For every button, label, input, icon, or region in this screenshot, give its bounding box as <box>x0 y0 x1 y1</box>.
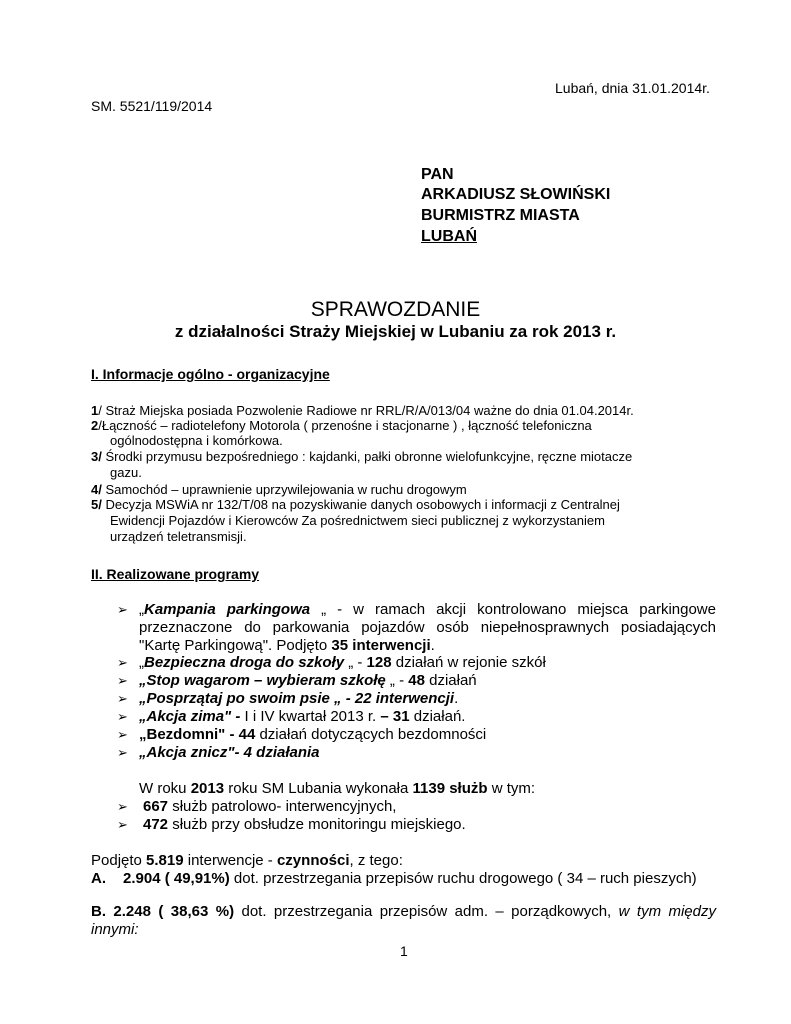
program-text: działań dotyczących bezdomności <box>255 726 487 743</box>
program-text-continuation: przeznaczone do parkowania pojazdów osób niepełnosprawnych posiadających <box>139 619 716 636</box>
summary-text: interwencje - <box>183 852 277 869</box>
list-item <box>139 654 546 672</box>
category-text: dot. przestrzegania przepisów adm. – porządkowych, <box>234 903 619 920</box>
program-count: 48 <box>408 672 425 689</box>
summary-text: w tym: <box>487 780 536 797</box>
item-text-continuation: Ewidencji Pojazdów i Kierowców Za pośrednictwem sieci publicznej z wykorzystaniem <box>110 513 605 528</box>
quote-mark: „ <box>139 654 144 671</box>
list-item <box>139 726 486 744</box>
document-date: Lubań, dnia 31.01.2014r. <box>555 80 710 96</box>
program-text: I i IV kwartał 2013 r. <box>244 708 381 725</box>
item-text-continuation: gazu. <box>110 465 142 480</box>
program-name: „Stop wagarom – wybieram szkołę <box>139 672 386 689</box>
category-text-italic: w tym między <box>618 903 716 920</box>
list-item <box>143 798 396 816</box>
services-summary <box>139 780 535 798</box>
program-count: 128 <box>366 654 392 671</box>
program-text: „ - <box>385 672 409 689</box>
item-text: / Straż Miejska posiada Pozwolenie Radiowe nr RRL/R/A/013/04 ważne do dnia 01.04.2014r. <box>98 403 634 418</box>
arrowhead-bullet-icon: ➢ <box>117 673 128 688</box>
service-text: służb patrolowo- interwencyjnych, <box>168 798 397 815</box>
addressee-line: PAN <box>421 166 454 183</box>
quote-mark: „ <box>139 601 144 618</box>
summary-bold-text: czynności <box>276 852 350 869</box>
service-count: 667 <box>143 798 169 815</box>
item-text: /Łączność – radiotelefony Motorola ( przenośne i stacjonarne ) , łączność telefoniczna <box>98 418 592 433</box>
list-item <box>91 403 634 418</box>
program-text: . <box>454 690 459 707</box>
program-count: 35 interwencji <box>331 637 431 654</box>
item-number: 3/ <box>91 449 102 464</box>
page-number: 1 <box>400 943 408 959</box>
program-text: działań w rejonie szkół <box>391 654 546 671</box>
arrowhead-bullet-icon: ➢ <box>117 799 128 814</box>
list-item <box>139 690 458 708</box>
intervention-category-a <box>91 870 697 888</box>
arrowhead-bullet-icon: ➢ <box>117 655 128 670</box>
addressee-city: LUBAŃ <box>421 228 477 245</box>
program-text: działań <box>424 672 477 689</box>
arrowhead-bullet-icon: ➢ <box>117 745 128 760</box>
summary-text: W roku <box>139 780 191 797</box>
program-name: Bezpieczna droga do szkoły <box>144 654 345 671</box>
program-text: „ - <box>344 654 367 671</box>
item-text: Środki przymusu bezpośredniego : kajdanki, pałki obronne wielofunkcyjne, ręczne miotacze <box>101 449 633 464</box>
summary-year: 2013 <box>190 780 225 797</box>
program-text: "Kartę Parkingową". Podjęto <box>139 637 332 654</box>
item-number: 4/ <box>91 482 102 497</box>
item-number: 5/ <box>91 497 102 512</box>
arrowhead-bullet-icon: ➢ <box>117 727 128 742</box>
arrowhead-bullet-icon: ➢ <box>117 817 128 832</box>
item-text-continuation: ogólnodostępna i komórkowa. <box>110 433 283 448</box>
program-text: „ - w ramach akcji kontrolowano miejsca parkingowe <box>310 601 716 618</box>
service-count: 472 <box>143 816 169 833</box>
arrowhead-bullet-icon: ➢ <box>117 709 128 724</box>
summary-text: , z tego: <box>349 852 403 869</box>
program-name: „Bezdomni" - 44 <box>139 726 256 743</box>
intervention-category-b <box>91 903 716 921</box>
item-text-continuation: urządzeń teletransmisji. <box>110 529 247 544</box>
summary-count: 1139 służb <box>412 780 488 797</box>
item-number: 1 <box>91 403 99 418</box>
list-item <box>91 482 467 497</box>
program-name: „Akcja zima" - <box>139 708 245 725</box>
arrowhead-bullet-icon: ➢ <box>117 691 128 706</box>
program-name: „Posprzątaj po swoim psie „ - 22 interwencji <box>139 690 455 707</box>
interventions-summary <box>91 852 403 870</box>
program-count: – 31 <box>380 708 410 725</box>
program-name: Kampania parkingowa <box>144 601 311 618</box>
summary-text: roku SM Lubania wykonała <box>224 780 413 797</box>
arrowhead-bullet-icon: ➢ <box>117 602 128 617</box>
category-text: dot. przestrzegania przepisów ruchu drogowego ( 34 – ruch pieszych) <box>229 870 697 887</box>
program-name: „Akcja znicz"- 4 działania <box>139 744 320 761</box>
category-text-continuation: innymi: <box>91 921 139 938</box>
service-text: służb przy obsłudze monitoringu miejskiego. <box>168 816 466 833</box>
item-text: Decyzja MSWiA nr 132/T/08 na pozyskiwanie danych osobowych i informacji z Centralnej <box>101 497 620 512</box>
reference-number: SM. 5521/119/2014 <box>91 98 213 114</box>
addressee-name: ARKADIUSZ SŁOWIŃSKI <box>421 186 611 203</box>
program-text: . <box>430 637 435 654</box>
interventions-count: 5.819 <box>146 852 184 869</box>
list-item <box>91 418 592 433</box>
program-text-continuation <box>139 637 435 655</box>
list-item <box>91 497 620 512</box>
section-heading: II. Realizowane programy <box>91 566 260 582</box>
category-label: A. <box>91 870 106 887</box>
list-item <box>143 816 466 834</box>
summary-text: Podjęto <box>91 852 147 869</box>
document-subtitle: z działalności Straży Miejskiej w Lubaniu za rok 2013 r. <box>174 322 617 341</box>
category-count: B. 2.248 ( 38,63 %) <box>91 903 235 920</box>
program-text: działań. <box>409 708 466 725</box>
category-count: 2.904 ( 49,91%) <box>123 870 230 887</box>
list-item <box>139 601 716 619</box>
document-title: SPRAWOZDANIE <box>310 298 481 321</box>
section-heading: I. Informacje ogólno - organizacyjne <box>91 366 330 382</box>
list-item <box>91 449 632 464</box>
item-text: Samochód – uprawnienie uprzywilejowania w ruchu drogowym <box>101 482 467 497</box>
addressee-title: BURMISTRZ MIASTA <box>421 207 580 224</box>
item-number: 2 <box>91 418 99 433</box>
list-item <box>139 672 477 690</box>
list-item <box>139 744 320 762</box>
list-item <box>139 708 465 726</box>
